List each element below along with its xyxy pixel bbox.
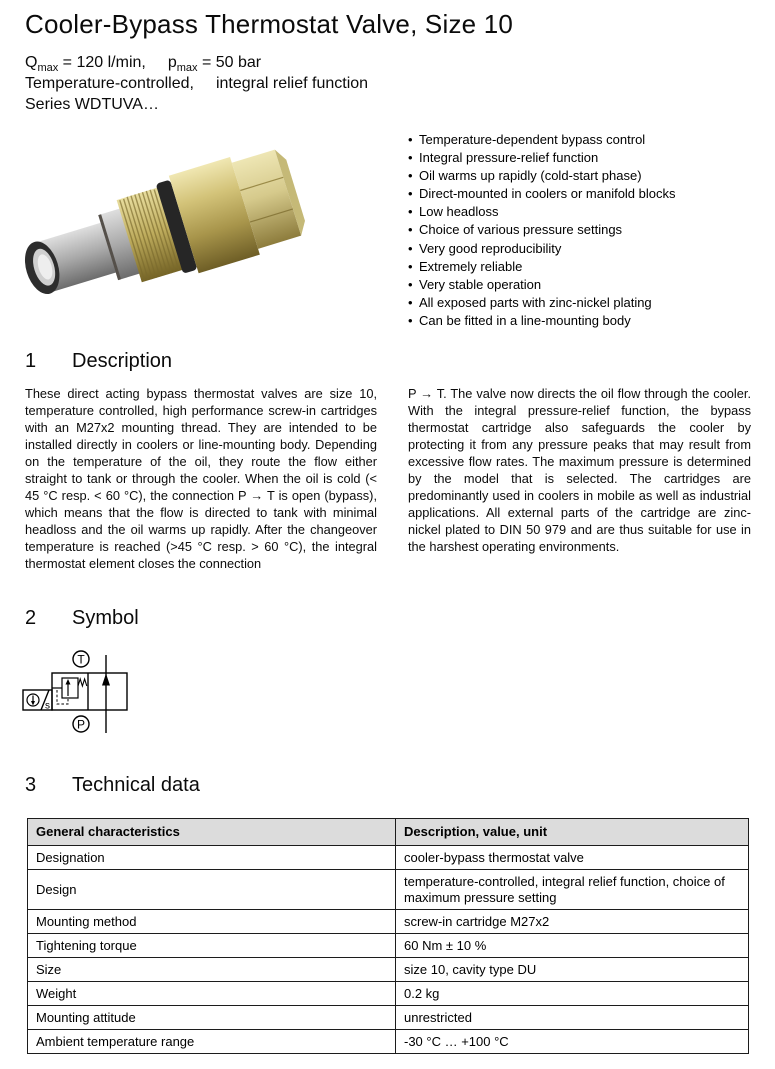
row-label: Mounting method (28, 910, 396, 934)
sensor-arrow-head (31, 701, 35, 706)
row-label: Weight (28, 982, 396, 1006)
section-number: 3 (25, 774, 37, 796)
technical-data-table (27, 818, 749, 1054)
section-heading-description (25, 349, 172, 373)
section-number: 1 (25, 350, 37, 372)
flow-arrow-head (102, 674, 110, 686)
page-title: Cooler-Bypass Thermostat Valve, Size 10 (25, 9, 514, 39)
feature-list (408, 131, 760, 330)
relief-arrow-head (66, 679, 71, 685)
q-subscript: max (37, 62, 59, 75)
spec-line-flow-pressure (25, 52, 368, 73)
table-header-characteristics: General characteristics (28, 819, 396, 846)
table-header-row (28, 819, 749, 846)
hydraulic-symbol (18, 643, 188, 748)
row-value: screw-in cartridge M27x2 (396, 910, 749, 934)
p-subscript: max (176, 62, 198, 75)
row-value: cooler-bypass thermostat valve (396, 846, 749, 870)
feature-item: • All exposed parts with zinc-nickel plating (408, 294, 760, 312)
subtitle-block (25, 52, 368, 115)
row-value: unrestricted (396, 1006, 749, 1030)
feature-item: • Very stable operation (408, 276, 760, 294)
feature-item: • Low headloss (408, 203, 760, 221)
feature-item: • Very good reproducibility (408, 240, 760, 258)
port-t-label: T (77, 652, 85, 667)
feature-item: • Choice of various pressure settings (408, 221, 760, 239)
feature-item: • Integral pressure-relief function (408, 149, 760, 167)
table-row (28, 846, 749, 870)
feature-item: • Extremely reliable (408, 258, 760, 276)
table-row (28, 934, 749, 958)
port-p-label: P (76, 717, 86, 732)
description-column-right: P → T. The valve now directs the oil flow through the cooler. With the integral pressure-relief function, the bypass thermostat cartridge also safeguards the cooler by protecting it from any pressure peaks that may result from excessive flow rates. The maximum pressure is determined by the model that is selected. The cartridges are predominantly used in coolers in mobile as well as industrial applications. All external parts of the cartridge are zinc-nickel plated to DIN 50 979 and are thus suitable for use in the harshest operating environments. (408, 386, 751, 554)
description-column-left: These direct acting bypass thermostat valves are size 10, temperature controlled, high performance screw-in cartridges with an M27x2 mounting thread. They are intended to be installed directly in coolers or line-mounting body. Depending on the temperature of the oil, they route the flow either straight to tank or through the cooler. When the oil is cold (< 45 °C resp. < 60 °C), the connection P → T is open (bypass), which means that the flow is directed to tank with minimal headloss and the oil warms up rapidly. After the changeover temperature is reached (>45 °C resp. > 60 °C), the integral thermostat element closes the connection (25, 386, 377, 571)
q-value: = 120 l/min, (58, 54, 146, 71)
sensor-label: s (45, 700, 50, 712)
spec-line-control: Temperature-controlled, integral relief function (25, 75, 369, 92)
valve-cartridge-graphic (12, 142, 310, 322)
spec-line-series: Series WDTUVA… (25, 96, 159, 113)
row-label: Mounting attitude (28, 1006, 396, 1030)
p-value: = 50 bar (197, 54, 262, 71)
p-symbol: p (167, 54, 177, 71)
feature-item: • Can be fitted in a line-mounting body (408, 312, 760, 330)
table-row (28, 1030, 749, 1054)
row-value: size 10, cavity type DU (396, 958, 749, 982)
row-label: Design (28, 870, 396, 910)
section-heading-technical-data (25, 773, 200, 797)
table-row (28, 870, 749, 910)
table-row (28, 1006, 749, 1030)
feature-item: • Direct-mounted in coolers or manifold blocks (408, 185, 760, 203)
feature-item: • Temperature-dependent bypass control (408, 131, 760, 149)
row-label: Size (28, 958, 396, 982)
feature-item: • Oil warms up rapidly (cold-start phase) (408, 167, 760, 185)
row-value: 60 Nm ± 10 % (396, 934, 749, 958)
table-row (28, 982, 749, 1006)
section-title: Description (72, 350, 173, 372)
table-row (28, 958, 749, 982)
product-photo (6, 133, 310, 338)
row-label: Ambient temperature range (28, 1030, 396, 1054)
section-number: 2 (25, 607, 37, 629)
table-header-description: Description, value, unit (396, 819, 749, 846)
q-symbol: Q (25, 54, 38, 71)
section-title: Symbol (72, 607, 139, 629)
row-value: 0.2 kg (396, 982, 749, 1006)
row-label: Designation (28, 846, 396, 870)
section-heading-symbol (25, 606, 139, 630)
section-title: Technical data (72, 774, 200, 796)
row-value: temperature-controlled, integral relief function, choice of maximum pressure setting (396, 870, 749, 910)
table-row (28, 910, 749, 934)
relief-valve-box (62, 678, 78, 698)
spring-icon (78, 679, 87, 686)
row-value: -30 °C … +100 °C (396, 1030, 749, 1054)
row-label: Tightening torque (28, 934, 396, 958)
